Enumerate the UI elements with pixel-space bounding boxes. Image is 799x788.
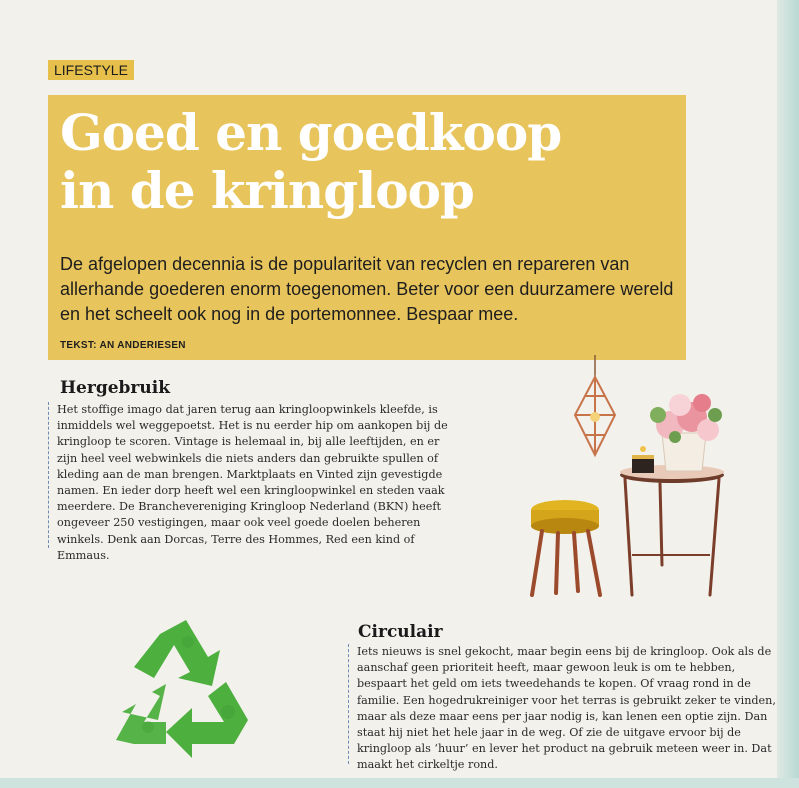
byline: TEKST: AN ANDERIESEN bbox=[60, 340, 186, 351]
recycle-icon bbox=[108, 612, 258, 762]
section-tag: LIFESTYLE bbox=[48, 60, 134, 80]
furniture-illustration bbox=[510, 355, 770, 605]
headline bbox=[60, 104, 680, 220]
section-body-circulair: Iets nieuws is snel gekocht, maar begin eens bij de kringloop. Ook als de aanschaf geen prioriteit heeft, maar gewoon leuk is om te hebben, bespaart het geld om iets tweedehands te kopen. Of vraag rond in de familie. Een hogedrukreiniger voor het terras is gebruikt zeker te vinden, maar als deze maar eens per jaar nodig is, kan lenen een optie zijn. Dan staat hij niet het hele jaar in de weg. Of zie de uitgave ervoor bij de kringloop als ‘huur’ en lever het product na gebruik meteen weer in. Dat maakt het cirkeltje rond. bbox=[348, 644, 782, 764]
lead-paragraph: De afgelopen decennia is de populariteit van recyclen en repareren van allerhande goederen enorm toegenomen. Beter voor een duurzamere wereld en het scheelt ook nog in de portemonnee. Bespaar mee. bbox=[60, 254, 674, 324]
page-edge-bottom bbox=[0, 778, 799, 788]
section-heading-circulair: Circulair bbox=[358, 622, 443, 642]
section-heading-hergebruik: Hergebruik bbox=[60, 378, 170, 398]
section-body-hergebruik: Het stoffige imago dat jaren terug aan kringloopwinkels kleefde, is inmiddels wel weggepoetst. Het is nu eerder hip om aankopen bij de kringloop te scoren. Vintage is helemaal in, bij alle leeftijden, en er zijn heel veel webwinkels die niets anders dan gebruikte spullen of kleding aan de man brengen. Marktplaats en Vinted zijn gevestigde namen. En ieder dorp heeft wel een kringloopwinkel en steden vaak meerdere. De Branchevereniging Kringloop Nederland (BKN) heeft ongeveer 250 vestigingen, maar ook veel goede doelen beheren winkels. Denk aan Dorcas, Terre des Hommes, Red een kind of Emmaus. bbox=[48, 402, 457, 548]
headline-line-1: Goed en goedkoop bbox=[60, 103, 562, 162]
headline-line-2: in de kringloop bbox=[60, 161, 474, 220]
